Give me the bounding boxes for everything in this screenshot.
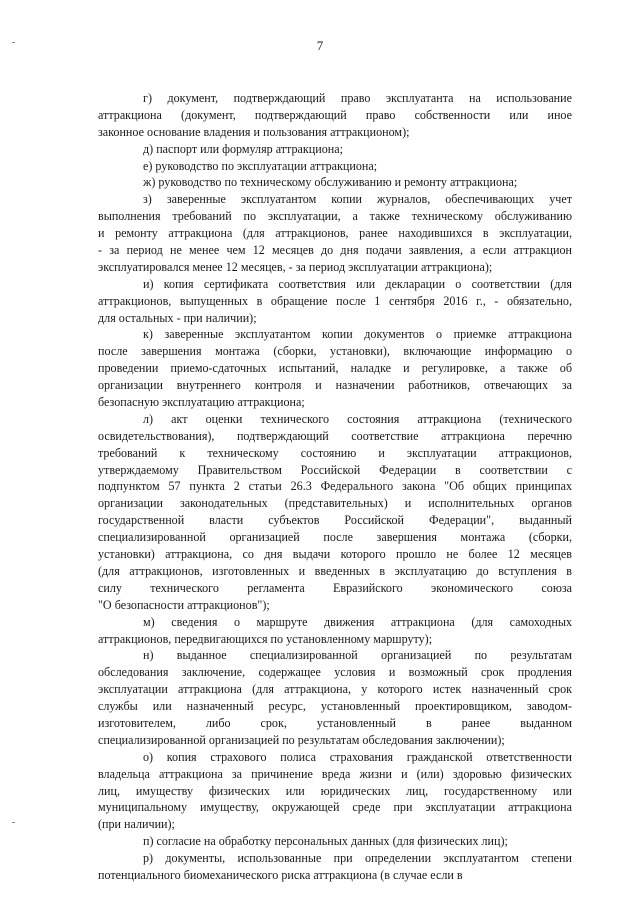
paragraph	[98, 141, 572, 158]
paragraph	[98, 276, 572, 327]
text-line: эксплуатировался менее 12 месяцев, - за период эксплуатации аттракциона);	[98, 259, 493, 274]
text-line: силу технического регламента Евразийского экономического союза	[98, 580, 572, 595]
text-line: к) заверенные эксплуатантом копии документов о приемке аттракциона	[143, 327, 572, 342]
text-line: н) выданное специализированной организацией по результатам	[143, 648, 572, 663]
paragraph	[98, 833, 572, 850]
text-line: лиц, имуществу физических или юридических лиц, государственному или	[98, 783, 572, 798]
text-line: л) акт оценки технического состояния аттракциона (технического	[143, 411, 572, 426]
paragraph	[98, 191, 572, 275]
text-line: освидетельствования), подтверждающий соответствие аттракциона перечню	[98, 428, 572, 443]
text-line: эксплуатации аттракциона (для аттракциона, у которого истек назначенный срок	[98, 682, 572, 697]
text-line: о) копия страхового полиса страхования гражданской ответственности	[143, 749, 572, 764]
document-body	[98, 90, 572, 884]
text-line: ж) руководство по техническому обслуживанию и ремонту аттракциона;	[143, 175, 518, 190]
text-line: требований к техническому состоянию и эксплуатации аттракционов,	[98, 445, 572, 460]
text-line: м) сведения о маршруте движения аттракциона (для самоходных	[143, 614, 572, 629]
paragraph	[98, 749, 572, 833]
text-line: аттракционов, передвигающихся по установленному маршруту);	[98, 631, 433, 646]
text-line: (при наличии);	[98, 817, 175, 832]
text-line: специализированной организацией по результатам обследования заключении);	[98, 732, 505, 747]
text-line: специализированной организацией после завершения монтажа (сборки,	[98, 530, 572, 545]
text-line: после завершения монтажа (сборки, установки), включающие информацию о	[98, 344, 572, 359]
paragraph	[98, 850, 572, 884]
text-line: з) заверенные эксплуатантом копии журналов, обеспечивающих учет	[143, 192, 572, 207]
paragraph	[98, 614, 572, 648]
text-line: д) паспорт или формуляр аттракциона;	[143, 141, 343, 156]
text-line: - за период не менее чем 12 месяцев до дня подачи заявления, а если аттракцион	[98, 243, 572, 258]
text-line: (для аттракционов, изготовленных и введенных в эксплуатацию до вступления в	[98, 563, 572, 578]
text-line: законное основание владения и пользования аттракционом);	[98, 124, 410, 139]
text-line: "О безопасности аттракционов");	[98, 597, 270, 612]
text-line: аттракционов, выпущенных в обращение после 1 сентября 2016 г., - обязательно,	[98, 293, 572, 308]
page-number: 7	[316, 38, 324, 53]
text-line: и) копия сертификата соответствия или декларации о соответствии (для	[143, 276, 572, 291]
text-line: организации внутреннего контроля и назначении работников, отвечающих за	[98, 378, 572, 393]
text-line: е) руководство по эксплуатации аттракциона;	[143, 158, 378, 173]
text-line: выполнения требований по эксплуатации, а также техническому обслуживанию	[98, 209, 572, 224]
text-line: государственной власти субъектов Российской Федерации", выданный	[98, 513, 572, 528]
paragraph	[98, 326, 572, 410]
text-line: г) документ, подтверждающий право эксплуатанта на использование	[143, 91, 572, 105]
text-line: р) документы, использованные при определении эксплуатантом степени	[143, 851, 572, 866]
text-line: п) согласие на обработку персональных данных (для физических лиц);	[143, 834, 508, 849]
text-line: и ремонту аттракциона (для аттракционов, ранее находившихся в эксплуатации,	[98, 226, 572, 241]
text-line: для остальных - при наличии);	[98, 310, 257, 325]
text-line: проведении приемо-сдаточных испытаний, наладке и регулировке, а также об	[98, 361, 572, 376]
paragraph	[98, 90, 572, 141]
text-line: аттракциона (документ, подтверждающий право собственности или иное	[98, 107, 572, 122]
text-line: обследования заключение, содержащее условия и возможный срок продления	[98, 665, 572, 680]
text-line: изготовителем, либо срок, установленный в ранее выданном	[98, 715, 572, 730]
text-line: безопасную эксплуатацию аттракциона;	[98, 395, 305, 410]
text-line: подпунктом 57 пункта 2 статьи 26.3 Федерального закона "Об общих принципах	[98, 479, 572, 494]
text-line: владельца аттракциона за причинение вреда жизни и (или) здоровью физических	[98, 766, 572, 781]
text-line: потенциального биомеханического риска аттракциона (в случае если в	[98, 867, 463, 882]
paragraph	[98, 158, 572, 175]
text-line: утверждаемому Правительством Российской Федерации в соответствии с	[98, 462, 572, 477]
text-line: службы или назначенный ресурс, установленный проектировщиком, заводом-	[98, 699, 572, 714]
scan-mark	[12, 822, 15, 823]
text-line: установки) аттракциона, со дня выдачи которого прошло не более 12 месяцев	[98, 547, 572, 562]
paragraph	[98, 647, 572, 748]
paragraph	[98, 174, 572, 191]
scan-mark	[12, 42, 15, 43]
paragraph	[98, 411, 572, 614]
text-line: организации законодательных (представительных) и исполнительных органов	[98, 496, 572, 511]
text-line: муниципальному имуществу, окружающей среде при эксплуатации аттракциона	[98, 800, 572, 815]
